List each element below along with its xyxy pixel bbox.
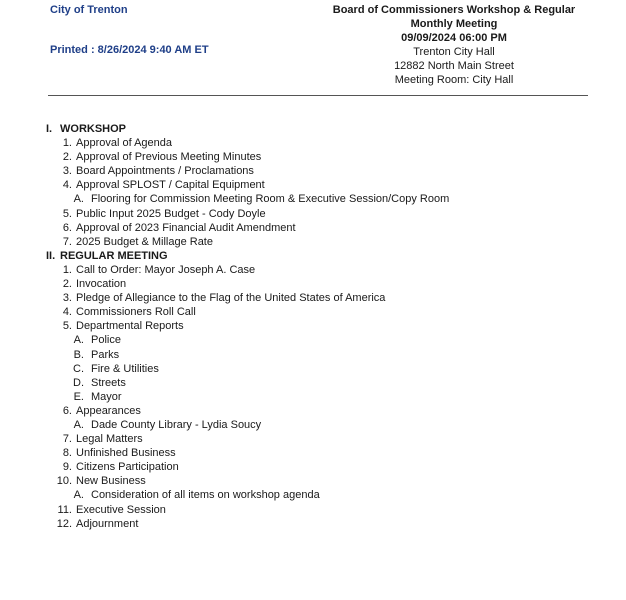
agenda-item bbox=[0, 207, 626, 221]
agenda-subitem bbox=[0, 362, 626, 376]
agenda-number: B. bbox=[73, 348, 84, 361]
organization-name: City of Trenton bbox=[50, 4, 128, 16]
agenda-label: Legal Matters bbox=[76, 433, 143, 446]
meeting-datetime: 09/09/2024 06:00 PM bbox=[401, 32, 507, 44]
agenda-label: Adjournment bbox=[76, 517, 139, 530]
agenda-subitem bbox=[0, 376, 626, 390]
meeting-location-1: Trenton City Hall bbox=[413, 46, 495, 58]
agenda-label: Executive Session bbox=[76, 503, 166, 516]
agenda-number: 12. bbox=[56, 517, 72, 530]
agenda-subitem bbox=[0, 333, 626, 347]
agenda-label: Approval SPLOST / Capital Equipment bbox=[76, 179, 265, 192]
agenda-label: Police bbox=[91, 334, 121, 347]
agenda-number: 9. bbox=[62, 461, 72, 474]
agenda-number: 6. bbox=[62, 404, 72, 417]
agenda-number: I. bbox=[46, 123, 53, 135]
agenda-label: Consideration of all items on workshop agenda bbox=[91, 489, 320, 502]
agenda-number: 2. bbox=[62, 278, 72, 291]
meeting-location-3: Meeting Room: City Hall bbox=[394, 74, 514, 86]
agenda-label: Fire & Utilities bbox=[91, 362, 159, 375]
agenda-item bbox=[0, 291, 626, 305]
agenda-number: C. bbox=[73, 362, 84, 375]
agenda-item bbox=[0, 319, 626, 333]
meeting-title-line1: Board of Commissioners Workshop & Regular bbox=[332, 4, 576, 16]
agenda-label: Flooring for Commission Meeting Room & Executive Session/Copy Room bbox=[91, 193, 450, 206]
agenda-label: Invocation bbox=[76, 278, 127, 291]
header-divider bbox=[48, 95, 588, 96]
agenda-number: D. bbox=[73, 376, 84, 389]
agenda-number: 5. bbox=[62, 320, 72, 333]
agenda-label: 2025 Budget & Millage Rate bbox=[76, 235, 213, 248]
agenda-item bbox=[0, 446, 626, 460]
agenda-label: Parks bbox=[91, 348, 120, 361]
agenda-label: Appearances bbox=[76, 404, 141, 417]
meeting-title-line2: Monthly Meeting bbox=[410, 18, 498, 30]
agenda-item bbox=[0, 305, 626, 319]
agenda-label: REGULAR MEETING bbox=[60, 249, 168, 262]
agenda-number: A. bbox=[73, 489, 84, 502]
agenda-subitem bbox=[0, 418, 626, 432]
printed-timestamp: Printed : 8/26/2024 9:40 AM ET bbox=[50, 44, 209, 56]
agenda-subitem bbox=[0, 348, 626, 362]
agenda-label: Approval of Previous Meeting Minutes bbox=[76, 151, 262, 164]
agenda-subitem bbox=[0, 488, 626, 502]
agenda-number: 6. bbox=[62, 221, 72, 234]
agenda-section bbox=[0, 249, 626, 263]
agenda-label: New Business bbox=[76, 475, 146, 488]
agenda-section bbox=[0, 122, 626, 136]
meeting-header bbox=[322, 3, 586, 87]
agenda-number: 5. bbox=[62, 207, 72, 220]
agenda-item bbox=[0, 517, 626, 531]
agenda-label: WORKSHOP bbox=[60, 123, 126, 135]
agenda-label: Call to Order: Mayor Joseph A. Case bbox=[76, 263, 256, 276]
agenda-subitem bbox=[0, 192, 626, 206]
agenda-number: 8. bbox=[62, 447, 72, 460]
meeting-location-2: 12882 North Main Street bbox=[394, 60, 514, 72]
agenda-number: 4. bbox=[62, 306, 72, 319]
agenda-number: A. bbox=[73, 334, 84, 347]
agenda-item bbox=[0, 221, 626, 235]
agenda-number: 11. bbox=[57, 503, 72, 516]
agenda-number: II. bbox=[46, 249, 56, 262]
agenda-number: 3. bbox=[62, 292, 72, 305]
agenda-item bbox=[0, 178, 626, 192]
agenda-number: 2. bbox=[62, 151, 72, 164]
agenda-number: E. bbox=[73, 390, 84, 403]
agenda-label: Approval of Agenda bbox=[76, 137, 173, 150]
agenda-label: Dade County Library - Lydia Soucy bbox=[91, 418, 262, 431]
agenda-subitem bbox=[0, 390, 626, 404]
agenda-number: 1. bbox=[62, 137, 72, 150]
agenda-number: 4. bbox=[62, 179, 72, 192]
agenda-number: 7. bbox=[62, 235, 72, 248]
agenda-item bbox=[0, 277, 626, 291]
agenda-item bbox=[0, 404, 626, 418]
agenda-item bbox=[0, 150, 626, 164]
agenda-list bbox=[0, 122, 626, 531]
agenda-label: Unfinished Business bbox=[76, 447, 176, 460]
agenda-label: Streets bbox=[91, 376, 126, 389]
agenda-label: Commissioners Roll Call bbox=[76, 306, 196, 319]
agenda-number: 3. bbox=[62, 165, 72, 178]
agenda-label: Pledge of Allegiance to the Flag of the United States of America bbox=[76, 292, 386, 305]
agenda-label: Departmental Reports bbox=[76, 320, 184, 333]
agenda-number: 1. bbox=[62, 263, 72, 276]
agenda-item bbox=[0, 474, 626, 488]
agenda-label: Citizens Participation bbox=[76, 461, 179, 474]
agenda-item bbox=[0, 460, 626, 474]
agenda-number: 10. bbox=[56, 475, 72, 488]
agenda-label: Public Input 2025 Budget - Cody Doyle bbox=[76, 207, 266, 220]
agenda-item bbox=[0, 263, 626, 277]
agenda-number: 7. bbox=[62, 433, 72, 446]
agenda-item bbox=[0, 503, 626, 517]
agenda-label: Mayor bbox=[91, 390, 122, 403]
agenda-item bbox=[0, 164, 626, 178]
agenda-number: A. bbox=[73, 193, 84, 206]
agenda-item bbox=[0, 432, 626, 446]
agenda-number: A. bbox=[73, 418, 84, 431]
agenda-item bbox=[0, 235, 626, 249]
agenda-label: Approval of 2023 Financial Audit Amendment bbox=[76, 221, 296, 234]
agenda-item bbox=[0, 136, 626, 150]
agenda-label: Board Appointments / Proclamations bbox=[76, 165, 254, 178]
